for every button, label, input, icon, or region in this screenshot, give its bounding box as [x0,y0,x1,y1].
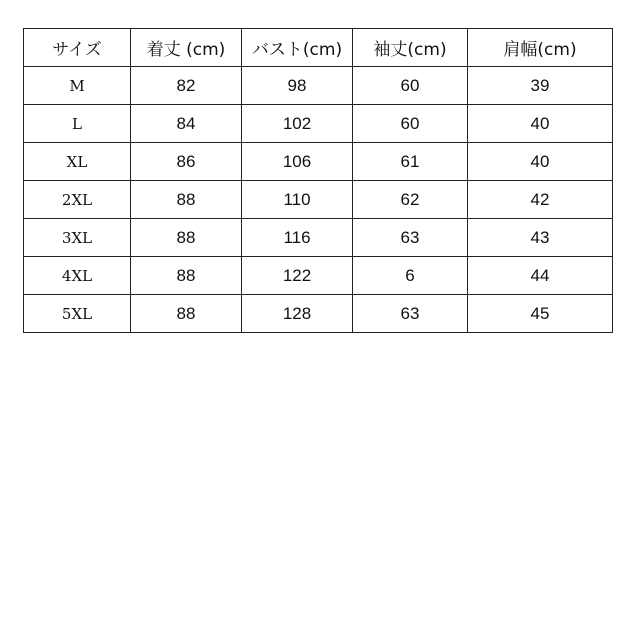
table-row [24,105,613,143]
sleeve-cell: 60 [353,105,468,143]
table-row [24,257,613,295]
shoulder-cell: 39 [468,67,613,105]
size-cell: L [24,105,131,143]
size-cell: 5XL [24,295,131,333]
bust-cell: 102 [242,105,353,143]
table-row [24,295,613,333]
header-sleeve: 袖丈(cm) [353,29,468,67]
table-row [24,143,613,181]
size-cell: XL [24,143,131,181]
size-cell: 3XL [24,219,131,257]
shoulder-cell: 43 [468,219,613,257]
header-length: 着丈 (cm) [131,29,242,67]
bust-cell: 98 [242,67,353,105]
sleeve-cell: 60 [353,67,468,105]
table-row [24,181,613,219]
size-chart-table [23,28,613,333]
header-shoulder: 肩幅(cm) [468,29,613,67]
header-row [24,29,613,67]
shoulder-cell: 40 [468,105,613,143]
bust-cell: 122 [242,257,353,295]
sleeve-cell: 62 [353,181,468,219]
shoulder-cell: 45 [468,295,613,333]
shoulder-cell: 44 [468,257,613,295]
length-cell: 88 [131,257,242,295]
size-cell: M [24,67,131,105]
sleeve-cell: 63 [353,219,468,257]
bust-cell: 110 [242,181,353,219]
table-row [24,219,613,257]
shoulder-cell: 42 [468,181,613,219]
table-body [24,67,613,333]
table-row [24,67,613,105]
sleeve-cell: 61 [353,143,468,181]
bust-cell: 106 [242,143,353,181]
length-cell: 86 [131,143,242,181]
sleeve-cell: 6 [353,257,468,295]
header-size: サイズ [24,29,131,67]
size-cell: 4XL [24,257,131,295]
length-cell: 84 [131,105,242,143]
bust-cell: 116 [242,219,353,257]
table-header [24,29,613,67]
length-cell: 82 [131,67,242,105]
length-cell: 88 [131,295,242,333]
length-cell: 88 [131,219,242,257]
sleeve-cell: 63 [353,295,468,333]
header-bust: バスト(cm) [242,29,353,67]
size-cell: 2XL [24,181,131,219]
bust-cell: 128 [242,295,353,333]
shoulder-cell: 40 [468,143,613,181]
length-cell: 88 [131,181,242,219]
